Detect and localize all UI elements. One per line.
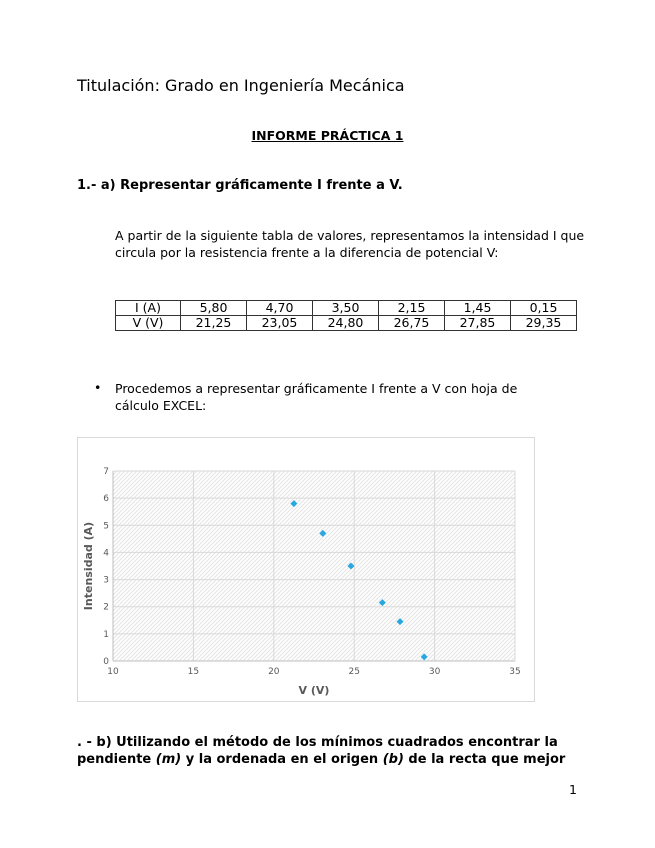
- table-cell: I (A): [116, 301, 181, 316]
- section-1-heading: 1.- a) Representar gráficamente I frente a V.: [77, 178, 403, 193]
- section-2-heading: [77, 734, 577, 768]
- section-2-mid: y la ordenada en el origen: [181, 752, 383, 767]
- table-cell: 1,45: [445, 301, 511, 316]
- table-cell: 3,50: [313, 301, 379, 316]
- y-tick-label: 6: [103, 494, 109, 505]
- y-tick-label: 2: [103, 602, 109, 613]
- table-cell: 26,75: [379, 316, 445, 331]
- y-tick-label: 1: [103, 629, 109, 640]
- bullet-icon: •: [94, 380, 102, 395]
- table-cell: 24,80: [313, 316, 379, 331]
- titulacion-line: Titulación: Grado en Ingeniería Mecánica: [77, 76, 405, 95]
- x-tick-label: 30: [428, 667, 441, 677]
- plot-area: [113, 471, 515, 661]
- section-2-lead: . - b) Utilizando el método de los mínimos cuadrados encontrar la pendiente: [77, 735, 558, 767]
- values-table: [115, 300, 577, 331]
- x-tick-label: 10: [107, 667, 119, 677]
- y-tick-label: 4: [103, 548, 109, 559]
- x-tick-label: 20: [268, 667, 280, 677]
- table-cell: 29,35: [511, 316, 577, 331]
- table-cell: 2,15: [379, 301, 445, 316]
- table-cell: 0,15: [511, 301, 577, 316]
- slope-symbol: (m): [155, 752, 182, 767]
- page-number: 1: [569, 782, 577, 797]
- table-cell: 23,05: [247, 316, 313, 331]
- y-tick-label: 0: [103, 657, 109, 667]
- y-tick-label: 5: [103, 521, 109, 532]
- bullet-text: Procedemos a representar gráficamente I frente a V con hoja de cálculo EXCEL:: [115, 381, 518, 413]
- intercept-symbol: (b): [382, 752, 404, 767]
- y-tick-label: 3: [103, 575, 109, 586]
- table-row: [116, 301, 577, 316]
- x-tick-label: 25: [348, 667, 360, 677]
- table-cell: 4,70: [247, 301, 313, 316]
- x-tick-label: 15: [187, 667, 200, 677]
- y-tick-label: 7: [103, 467, 109, 477]
- table-cell: V (V): [116, 316, 181, 331]
- table-cell: 27,85: [445, 316, 511, 331]
- table-cell: 21,25: [181, 316, 247, 331]
- report-title: INFORME PRÁCTICA 1: [251, 128, 404, 143]
- section-2-tail: de la recta que mejor: [403, 752, 566, 767]
- table-row: [116, 316, 577, 331]
- x-axis-label: V (V): [298, 684, 330, 697]
- x-tick-label: 35: [509, 667, 521, 677]
- scatter-chart: [78, 438, 534, 701]
- intro-paragraph: A partir de la siguiente tabla de valores, representamos la intensidad I que circula por la resistencia frente a la diferencia de potencial V:: [115, 228, 585, 260]
- chart-frame: [77, 437, 535, 702]
- y-axis-label: Intensidad (A): [82, 521, 95, 611]
- table-cell: 5,80: [181, 301, 247, 316]
